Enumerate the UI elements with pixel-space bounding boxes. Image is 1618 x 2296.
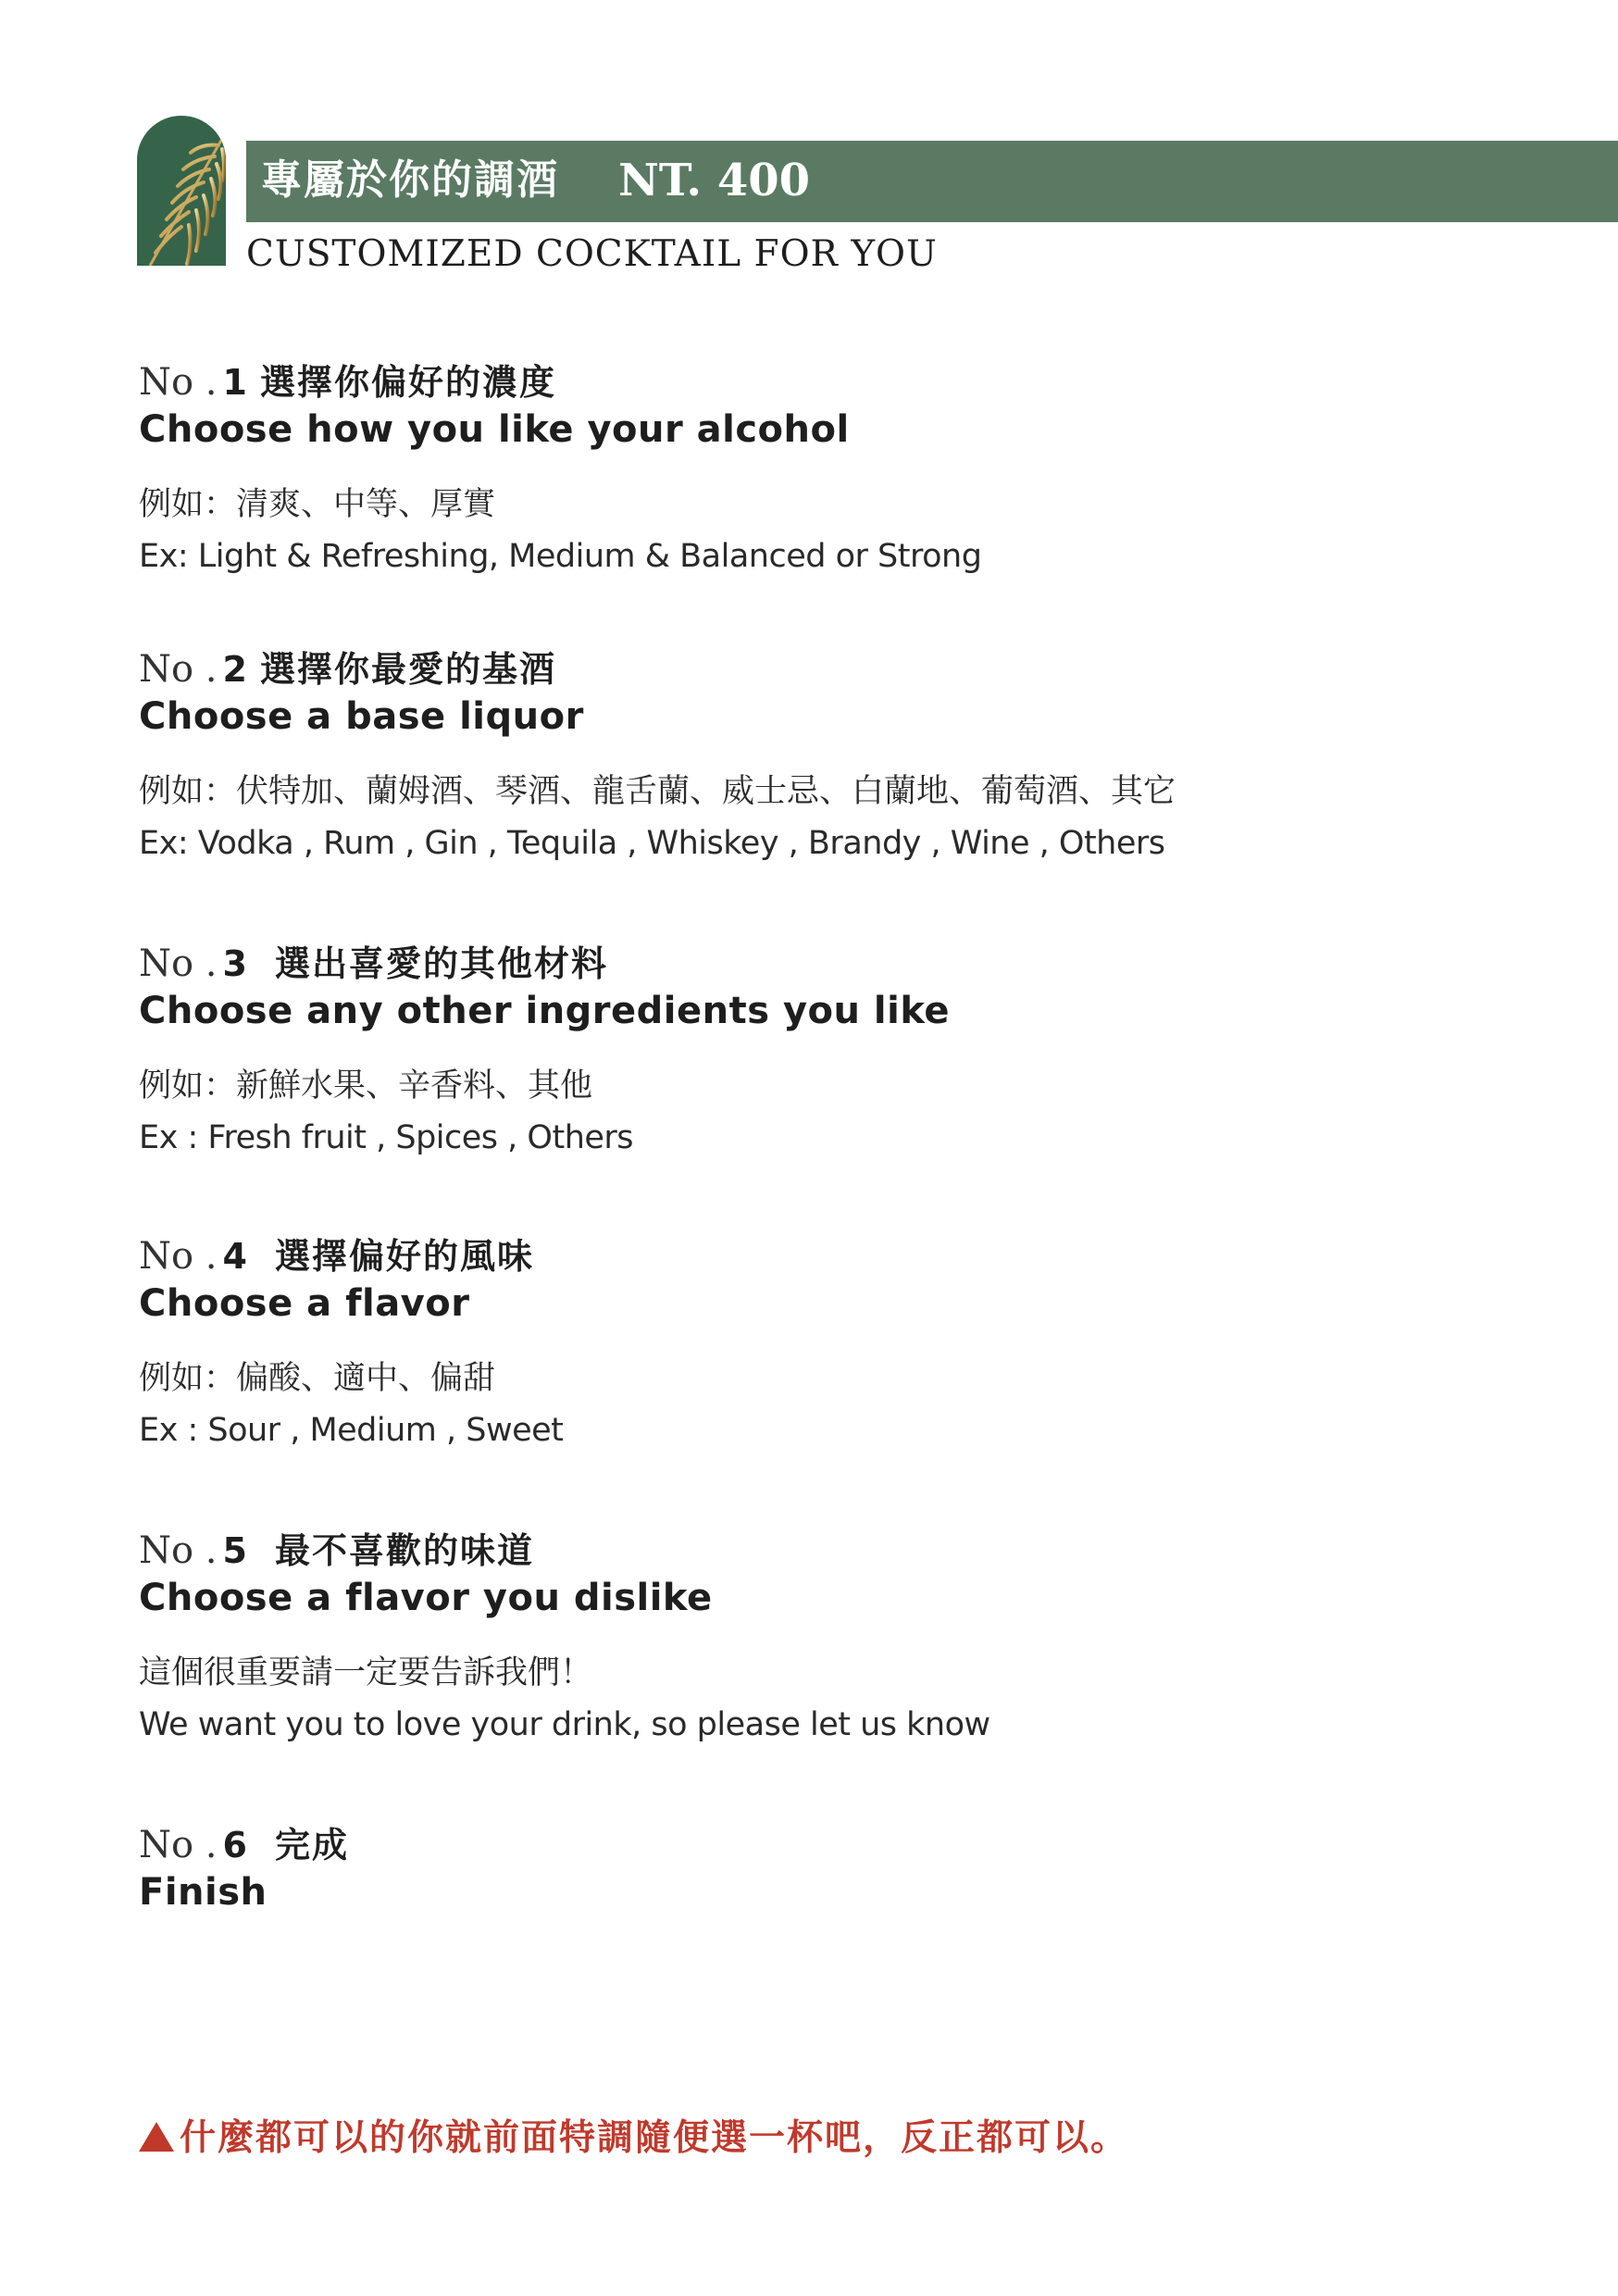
step-title-en: Choose how you like your alcohol — [139, 408, 850, 451]
step-6 — [139, 1822, 1481, 1916]
menu-price: NT. 400 — [618, 155, 811, 206]
step-title-zh: 選出喜愛的其他材料 — [274, 943, 608, 984]
step-example-zh: 例如：清爽、中等、厚實 — [139, 486, 496, 523]
step-heading — [139, 359, 1481, 406]
step-example-en: Ex: Vodka , Rum , Gin , Tequila , Whiskey , Brandy , Wine , Others — [139, 825, 1165, 862]
step-example-zh: 例如：新鮮水果、辛香料、其他 — [139, 1067, 593, 1104]
step-1 — [139, 359, 1481, 580]
step-title-zh: 選擇你最愛的基酒 — [259, 649, 556, 690]
step-heading — [139, 646, 1481, 693]
step-number: 4 — [222, 1236, 247, 1277]
step-number: 5 — [222, 1530, 247, 1571]
step-example-en: Ex : Sour , Medium , Sweet — [139, 1412, 564, 1449]
step-example-zh: 例如：偏酸、適中、偏甜 — [139, 1360, 496, 1397]
step-no-label: No . — [139, 361, 218, 404]
step-example-en: We want you to love your drink, so please let us know — [139, 1706, 990, 1743]
step-heading — [139, 1528, 1481, 1574]
step-no-label: No . — [139, 942, 218, 985]
step-title-en: Finish — [139, 1871, 268, 1914]
step-title-zh: 最不喜歡的味道 — [274, 1530, 534, 1571]
step-title-zh: 選擇偏好的風味 — [274, 1236, 534, 1277]
step-example-zh: 例如：伏特加、蘭姆酒、琴酒、龍舌蘭、威士忌、白蘭地、葡萄酒、其它 — [139, 773, 1176, 810]
step-number: 3 — [222, 943, 247, 984]
step-title-en: Choose a flavor — [139, 1282, 470, 1325]
step-2 — [139, 646, 1481, 867]
step-number: 2 — [222, 649, 247, 690]
step-no-label: No . — [139, 1824, 218, 1866]
step-title-en: Choose a flavor you dislike — [139, 1577, 713, 1619]
footnote — [139, 2113, 1128, 2165]
footnote-text: 什麼都可以的你就前面特調隨便選一杯吧，反正都可以。 — [180, 2117, 1129, 2159]
menu-subtitle: CUSTOMIZED COCKTAIL FOR YOU — [246, 233, 938, 275]
step-number: 6 — [222, 1825, 247, 1866]
warning-triangle-icon — [139, 2122, 174, 2152]
step-4 — [139, 1233, 1481, 1454]
step-no-label: No . — [139, 1529, 218, 1572]
step-3 — [139, 941, 1481, 1161]
step-example-en: Ex: Light & Refreshing, Medium & Balanced or Strong — [139, 538, 982, 575]
step-example-en: Ex : Fresh fruit , Spices , Others — [139, 1119, 634, 1156]
step-no-label: No . — [139, 648, 218, 691]
step-heading — [139, 1233, 1481, 1279]
step-title-en: Choose any other ingredients you like — [139, 990, 950, 1032]
step-5 — [139, 1528, 1481, 1748]
palm-leaf-logo-icon — [137, 116, 226, 266]
menu-title: 專屬於你的調酒 — [261, 156, 559, 204]
step-title-zh: 選擇你偏好的濃度 — [259, 362, 556, 403]
step-heading — [139, 1822, 1481, 1868]
step-title-zh: 完成 — [274, 1825, 349, 1866]
step-example-zh: 這個很重要請一定要告訴我們！ — [139, 1654, 593, 1691]
step-no-label: No . — [139, 1235, 218, 1278]
step-heading — [139, 941, 1481, 987]
step-title-en: Choose a base liquor — [139, 695, 584, 738]
step-number: 1 — [222, 362, 247, 403]
